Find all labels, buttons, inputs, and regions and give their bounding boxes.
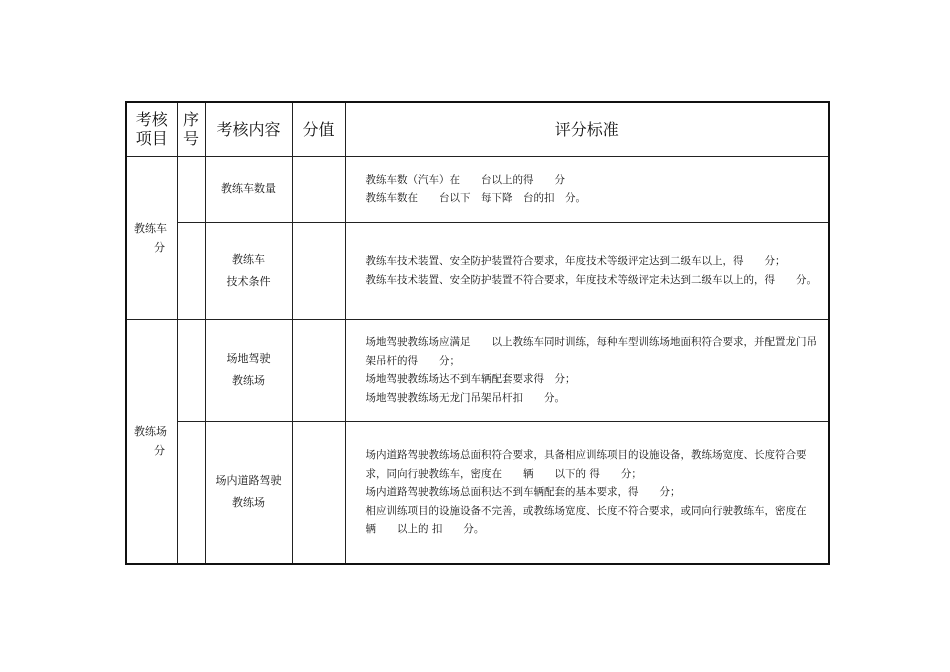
score-cell[interactable]	[292, 319, 345, 421]
item-label: 教练场	[232, 374, 265, 387]
score-cell[interactable]	[292, 421, 345, 564]
table-row	[126, 156, 829, 222]
index-cell	[177, 156, 205, 222]
criteria-cell	[345, 421, 829, 564]
index-cell	[177, 421, 205, 564]
item-label: 教练场	[232, 496, 265, 510]
category-cell	[126, 319, 177, 564]
header-score: 分值	[292, 102, 345, 156]
header-category	[126, 102, 177, 156]
criteria-line: 教练车数在 台以下 每下降 台的扣 分。	[365, 192, 586, 204]
criteria-line: 教练车数（汽车）在 台以上的得 分	[365, 173, 565, 186]
header-index-line1: 序	[182, 110, 199, 130]
index-cell	[177, 319, 205, 421]
category-score-label: 分	[154, 240, 165, 254]
item-label: 场内道路驾驶	[215, 474, 282, 488]
evaluation-table	[125, 101, 830, 565]
item-label: 教练车数量	[221, 182, 276, 195]
table-row	[126, 421, 829, 564]
category-cell	[126, 156, 177, 319]
criteria-line: 场地驾驶教练场应满足 以上教练车同时训练，每种车型训练场地面积符合要求，并配置龙门吊架吊杆的得 分；	[365, 336, 817, 367]
criteria-line: 相应训练项目的设施设备不完善，或教练场宽度、长度不符合要求，或同向行驶教练车，密度在 辆 以上的 扣 分。	[365, 504, 828, 535]
criteria-line: 教练车技术装置、安全防护装置不符合要求，年度技术等级评定未达到二级车以上的，得 分。	[365, 273, 817, 286]
table-row	[126, 319, 829, 421]
header-row	[126, 102, 829, 156]
criteria-line: 场内道路驾驶教练场总面积符合要求，具备相应训练项目的设施设备，教练场宽度、长度符合要求，同向行驶教练车，密度在 辆 以下的 得 分；	[365, 449, 807, 480]
header-content: 考核内容	[205, 102, 292, 156]
score-cell[interactable]	[292, 156, 345, 222]
category-score-label: 分	[154, 444, 165, 458]
header-index	[177, 102, 205, 156]
item-label: 场地驾驶	[226, 352, 271, 365]
item-label: 教练车	[232, 252, 265, 266]
item-label: 技术条件	[226, 274, 271, 288]
header-category-line1: 考核	[135, 110, 168, 130]
header-index-line2: 号	[182, 129, 199, 149]
item-cell	[205, 222, 292, 319]
criteria-cell	[345, 222, 829, 319]
criteria-cell	[345, 156, 829, 222]
header-criteria: 评分标准	[345, 102, 829, 156]
header-category-line2: 项目	[135, 129, 168, 149]
category-label: 教练车	[134, 221, 167, 235]
category-label: 教练场	[134, 425, 167, 439]
score-cell[interactable]	[292, 222, 345, 319]
criteria-line: 场地驾驶教练场达不到车辆配套要求得 分；	[365, 373, 576, 385]
criteria-line: 教练车技术装置、安全防护装置符合要求，年度技术等级评定达到二级车以上，得 分；	[365, 255, 786, 267]
criteria-line: 场地驾驶教练场无龙门吊架吊杆扣 分。	[365, 391, 565, 404]
index-cell	[177, 222, 205, 319]
item-cell	[205, 319, 292, 421]
item-cell	[205, 421, 292, 564]
table-row	[126, 222, 829, 319]
item-cell	[205, 156, 292, 222]
criteria-line: 场内道路驾驶教练场总面积达不到车辆配套的基本要求，得 分；	[365, 486, 681, 498]
criteria-cell	[345, 319, 829, 421]
